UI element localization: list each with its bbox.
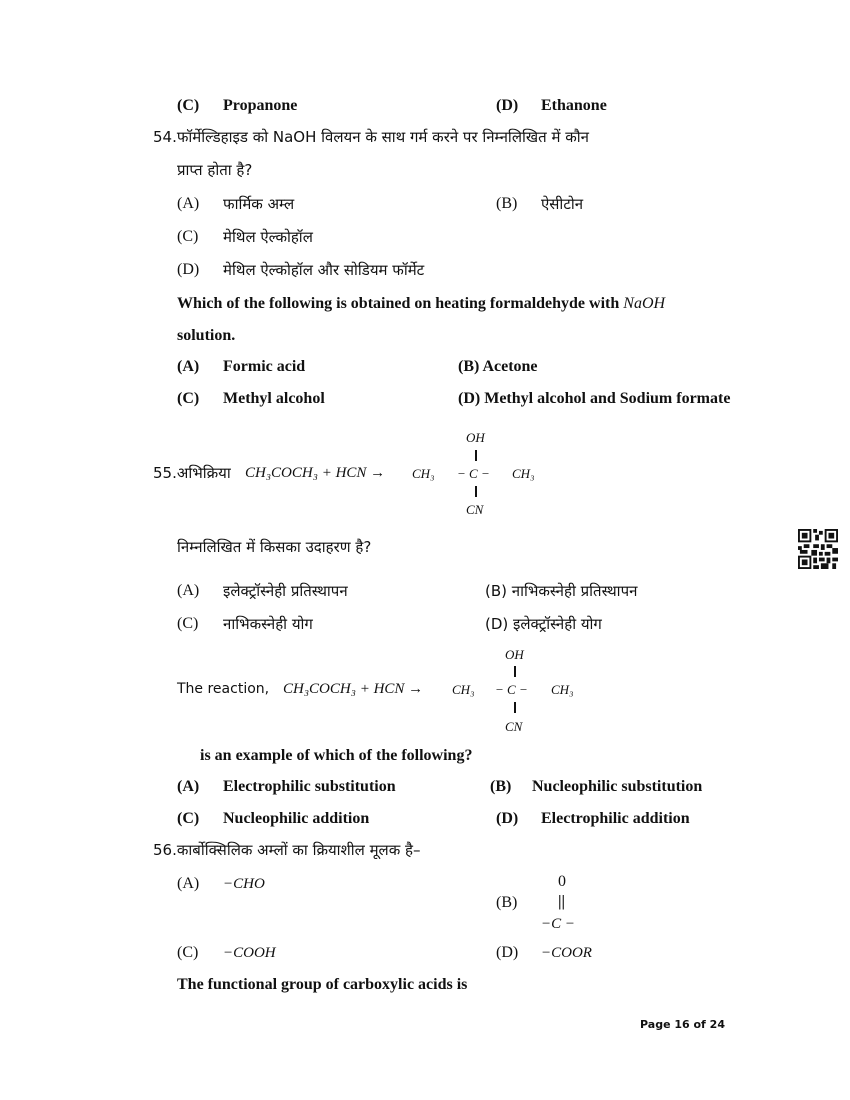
q54-english-question-text: Which of the following is obtained on heating formaldehyde with [177, 295, 620, 312]
q56-option-b-bottom: −C − [541, 916, 575, 932]
qr-code-icon [798, 529, 838, 569]
q55-bond-bottom [475, 486, 477, 497]
q55-hindi-option-a-text: इलेक्ट्रॉस्नेही प्रतिस्थापन [223, 582, 348, 600]
q55-product-left: CH₃ [412, 466, 435, 481]
q55-product-right: CH₃ [512, 466, 535, 481]
q55-hindi-option-a-label: (A) [177, 582, 200, 599]
q55-hindi-question: निम्नलिखित में किसका उदाहरण है? [177, 538, 372, 556]
q54-english-option-c-label: (C) [177, 390, 200, 407]
q55-english-question: is an example of which of the following? [200, 747, 473, 764]
q56-option-c-text: −COOH [223, 945, 276, 961]
q55-english-product-left: CH₃ [452, 682, 475, 697]
q56-option-b-top: 0 [558, 873, 566, 890]
q55-hindi-option-d-text: (D) इलेक्ट्रॉस्नेही योग [485, 615, 602, 633]
q55-product-top: OH [466, 430, 485, 445]
q55-english-bond-top [514, 666, 516, 677]
q54-english-option-a-text: Formic acid [223, 358, 306, 375]
q55-english-prefix: The reaction, [177, 681, 270, 697]
q56-option-a-label: (A) [177, 875, 200, 892]
q55-english-option-d-text: Electrophilic addition [541, 810, 690, 827]
q56-english-question: The functional group of carboxylic acids is [177, 976, 468, 993]
q56-option-a-text: −CHO [223, 876, 265, 892]
q54-hindi-option-b-text: ऐसीटोन [541, 195, 584, 213]
q54-hindi-option-d-label: (D) [177, 261, 200, 278]
q54-english-formula: NaOH [623, 295, 666, 312]
q55-bond-top [475, 450, 477, 461]
q55-hindi-option-b-text: (B) नाभिकस्नेही प्रतिस्थापन [485, 582, 638, 600]
q55-english-product-top: OH [505, 647, 524, 662]
q55-product-center: − C − [457, 466, 490, 481]
page-number: Page 16 of 24 [640, 1018, 725, 1031]
q53-option-d-text: Ethanone [541, 97, 607, 114]
q55-english-option-b-label: (B) [490, 778, 512, 795]
q54-hindi-option-b-label: (B) [496, 195, 518, 212]
q55-hindi-option-c-label: (C) [177, 615, 199, 632]
q54-hindi-option-a-label: (A) [177, 195, 200, 212]
q54-hindi-question-line2: प्राप्त होता है? [177, 161, 253, 179]
q55-english-product-right: CH₃ [551, 682, 574, 697]
q55-english-bond-bottom [514, 702, 516, 713]
q55-english-option-a-label: (A) [177, 778, 200, 795]
q54-english-question-line2: solution. [177, 327, 236, 344]
q55-english-option-c-label: (C) [177, 810, 200, 827]
q53-option-c-label: (C) [177, 97, 200, 114]
q55-english-product-center: − C − [495, 682, 528, 697]
q56-option-b-label: (B) [496, 894, 518, 911]
q56-option-b-bond: || [558, 893, 566, 910]
q54-english-option-d-text: (D) Methyl alcohol and Sodium formate [458, 390, 731, 407]
q55-hindi-option-c-text: नाभिकस्नेही योग [223, 615, 313, 633]
q53-option-c-text: Propanone [223, 97, 298, 114]
q55-english-option-a-text: Electrophilic substitution [223, 778, 396, 795]
q54-english-question-line1 [177, 294, 665, 314]
q54-hindi-question-line1: 54.फॉर्मेल्डिहाइड को NaOH विलयन के साथ गर्म करने पर निम्नलिखित में कौन [153, 128, 589, 146]
q55-english-product-bottom: CN [505, 719, 523, 734]
q56-option-c-label: (C) [177, 944, 199, 961]
q53-option-d-label: (D) [496, 97, 519, 114]
q54-hindi-option-c-text: मेथिल ऐल्कोहॉल [223, 228, 313, 246]
q54-hindi-option-d-text: मेथिल ऐल्कोहॉल और सोडियम फॉर्मेट [223, 261, 425, 279]
q55-hindi-prefix: 55.अभिक्रिया [153, 464, 231, 482]
q55-english-reaction-lhs: CH₃COCH₃ + HCN → [283, 681, 424, 697]
q55-english-option-d-label: (D) [496, 810, 519, 827]
q55-english-option-b-text: Nucleophilic substitution [532, 778, 703, 795]
q55-product-bottom: CN [466, 502, 484, 517]
q56-hindi-question: 56.कार्बोक्सिलिक अम्लों का क्रियाशील मूलक है– [153, 841, 421, 859]
q54-english-option-c-text: Methyl alcohol [223, 390, 325, 407]
q54-hindi-option-a-text: फार्मिक अम्ल [223, 195, 295, 213]
q54-hindi-option-c-label: (C) [177, 228, 199, 245]
q55-english-option-c-text: Nucleophilic addition [223, 810, 370, 827]
q54-english-option-a-label: (A) [177, 358, 200, 375]
q56-option-d-text: −COOR [541, 945, 592, 961]
q55-reaction-lhs: CH₃COCH₃ + HCN → [245, 465, 386, 481]
q56-option-d-label: (D) [496, 944, 519, 961]
q54-english-option-b-text: (B) Acetone [458, 358, 538, 375]
